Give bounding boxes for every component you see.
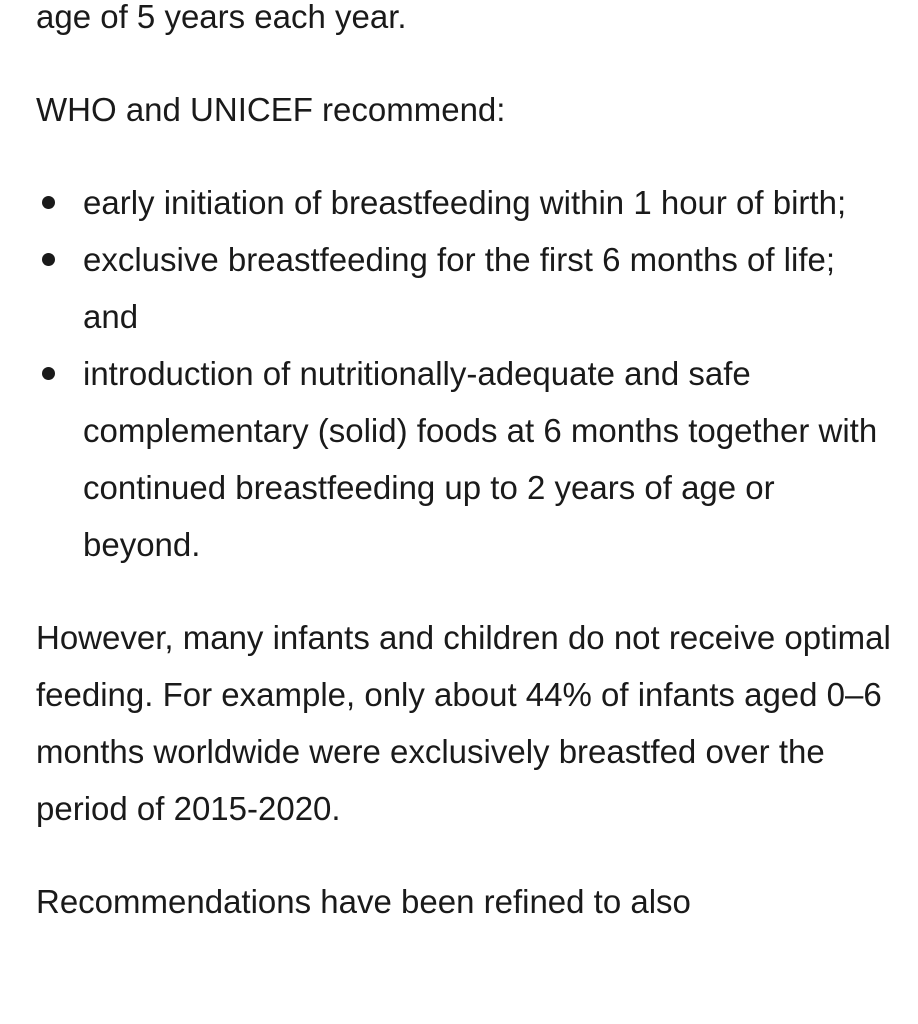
bullet-icon bbox=[42, 367, 55, 380]
paragraph-top: age of 5 years each year. bbox=[36, 0, 407, 35]
list-item-text: exclusive breastfeeding for the first 6 months of life; and bbox=[83, 241, 836, 335]
paragraph-next: Recommendations have been refined to also bbox=[36, 883, 691, 920]
list-item bbox=[36, 231, 896, 345]
paragraph-recommend-intro: WHO and UNICEF recommend: bbox=[36, 91, 506, 128]
bullet-icon bbox=[42, 196, 55, 209]
list-item bbox=[36, 345, 896, 573]
paragraph-statistics: However, many infants and children do not receive optimal feeding. For example, only about 44% of infants aged 0–6 months worldwide were exclusively breastfed over the period of 2015-2020. bbox=[36, 619, 891, 827]
bullet-icon bbox=[42, 253, 55, 266]
recommendations-list bbox=[36, 174, 896, 573]
list-item-text: early initiation of breastfeeding within 1 hour of birth; bbox=[83, 184, 847, 221]
article-body bbox=[36, 0, 896, 930]
list-item-text: introduction of nutritionally-adequate and safe complementary (solid) foods at 6 months together with continued breastfeeding up to 2 years of age or beyond. bbox=[83, 355, 878, 563]
list-item bbox=[36, 174, 896, 231]
